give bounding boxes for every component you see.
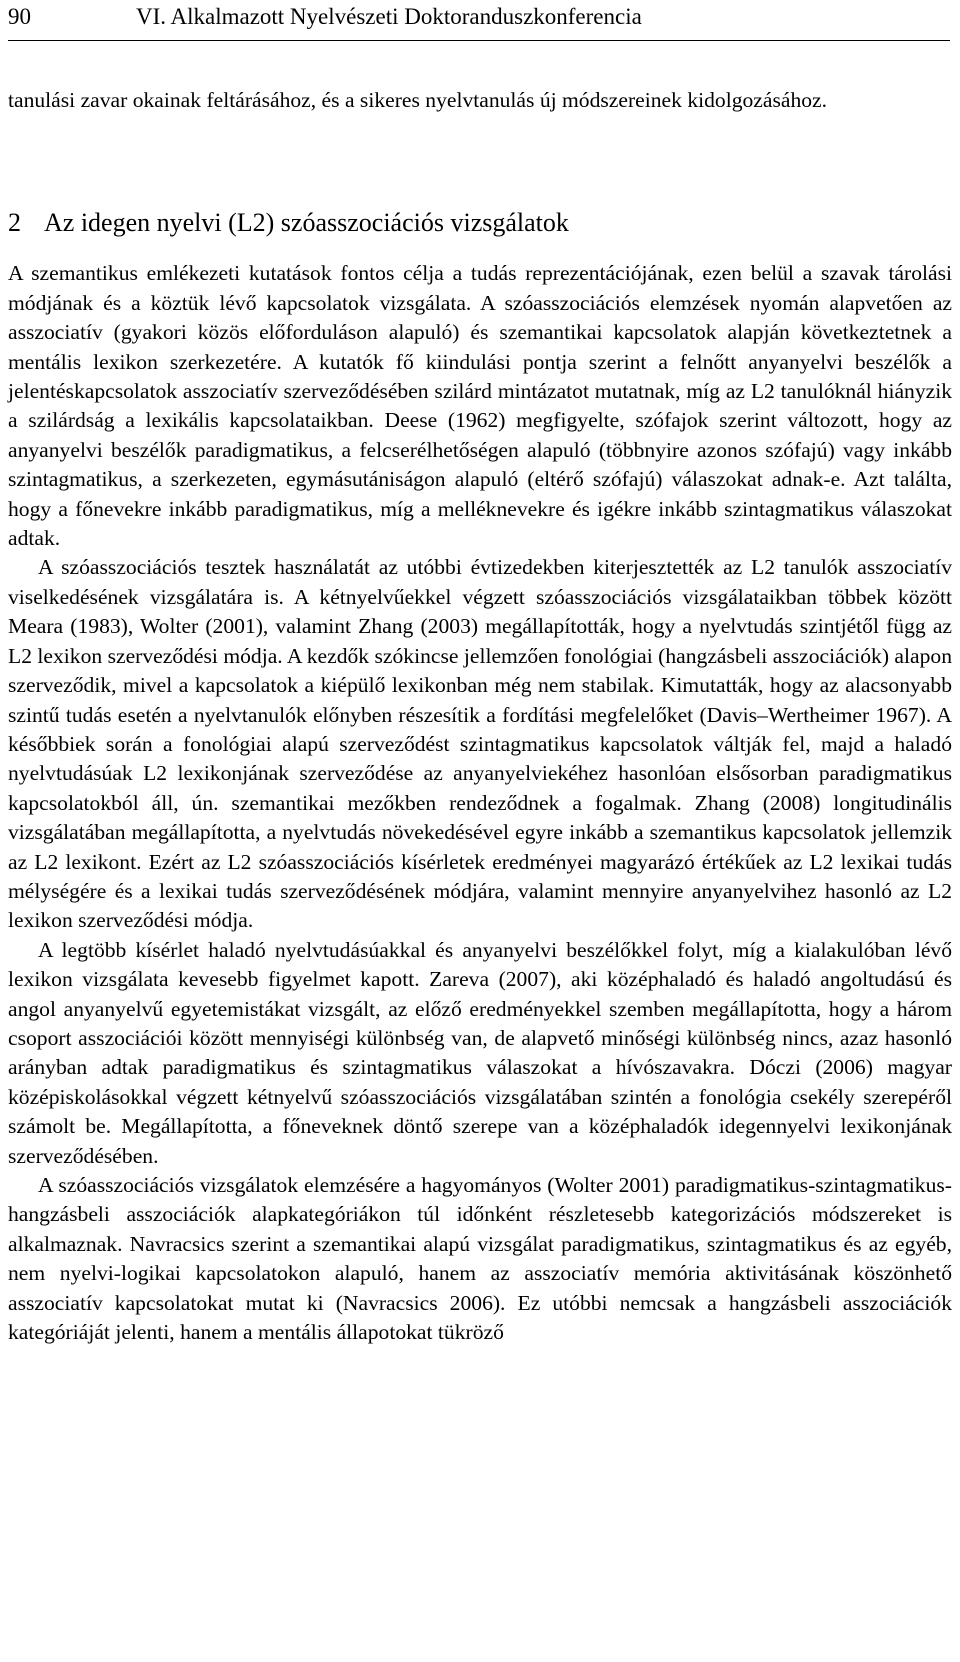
body-paragraph-2: A szóasszociációs tesztek használatát az utóbbi évtizedekben kiterjesztették az L2 tanulók asszociatív viselkedésének vizsgálatára is. A kétnyelvűekkel végzett szóasszociációs vizsgálataikban többek között Meara (1983), Wolter (2001), valamint Zhang (2003) megállapították, hogy a nyelvtudás szintjétől függ az L2 lexikon szerveződési módja. A kezdők szókincse jellemzően fonológiai (hangzásbeli asszociációk) alapon szerveződik, mivel a kapcsolatok a kiépülő lexikonban még nem stabilak. Kimutatták, hogy az alacsonyabb szintű tudás esetén a nyelvtanulók előnyben részesítik a fordítási megfelelőket (Davis–Wertheimer 1967). A későbbiek során a fonológiai alapú szerveződést szintagmatikus kapcsolatok váltják fel, majd a haladó nyelvtudásúak L2 lexikonjának szerveződése az anyanyelviekéhez hasonlóan elsősorban paradigmatikus kapcsolatokból áll, ún. szemantikai mezőkben rendeződnek a fogalmak. Zhang (2008) longitudinális vizsgálatában megállapította, a nyelvtudás növekedésével egyre inkább a szemantikus kapcsolatok jellemzik az L2 lexikont. Ezért az L2 szóasszociációs kísérletek eredményei magyarázó értékűek az L2 lexikai tudás mélységére és a lexikai tudás szerveződésének módjára, valamint mennyire anyanyelvihez hasonló az L2 lexikon szerveződési módja. <box>8 555 952 933</box>
section-heading <box>8 205 952 241</box>
section-title: Az idegen nyelvi (L2) szóasszociációs vizsgálatok <box>44 208 569 238</box>
page-content <box>8 86 952 1347</box>
intro-paragraph: tanulási zavar okainak feltárásához, és a sikeres nyelvtanulás új módszereinek kidolgozásához. <box>8 88 828 112</box>
body-paragraph-4: A szóasszociációs vizsgálatok elemzésére a hagyományos (Wolter 2001) paradigmatikus-szintagmatikus-hangzásbeli asszociációk alapkategóriákon túl időnként részletesebb kategorizációs módszereket is alkalmaznak. Navracsics szerint a szemantikai alapú vizsgálat paradigmatikus, szintagmatikus és az egyéb, nem nyelvi-logikai kapcsolatokon alapuló, hanem az asszociatív memória aktivitásának köszönhető asszociatív kapcsolatokat mutat ki (Navracsics 2006). Ez utóbbi nemcsak a hangzásbeli asszociációk kategóriáját jelenti, hanem a mentális állapotokat tükröző <box>8 1173 952 1345</box>
running-title: VI. Alkalmazott Nyelvészeti Doktoranduszkonferencia <box>136 4 642 29</box>
body-paragraph-3: A legtöbb kísérlet haladó nyelvtudásúakkal és anyanyelvi beszélőkkel folyt, míg a kialakulóban lévő lexikon vizsgálata kevesebb figyelmet kapott. Zareva (2007), aki középhaladó és haladó angoltudású és angol anyanyelvű egyetemistákat vizsgált, az előző eredményekkel szemben megállapította, hogy a három csoport asszociációi között mennyiségi különbség van, de alapvető minőségi különbség nincs, azaz hasonló arányban adtak paradigmatikus és szintagmatikus válaszokat a hívószavakra. Dóczi (2006) magyar középiskolásokkal végzett kétnyelvű szóasszociációs vizsgálatában szintén a fonológia csekély szerepéről számolt be. Megállapította, a főneveknek döntő szerepe van a középhaladók idegennyelvi lexikonjának szerveződésében. <box>8 937 952 1168</box>
section-body <box>8 259 952 1347</box>
page-number: 90 <box>8 4 31 29</box>
body-paragraph-1: A szemantikus emlékezeti kutatások fontos célja a tudás reprezentációjának, ezen belül a szavak tárolási módjának és a köztük lévő kapcsolatok vizsgálata. A szóasszociációs elemzések nyomán alapvetően az asszociatív (gyakori közös előforduláson alapuló) és szemantikai kapcsolatok alapján következtetnek a mentális lexikon szerkezetére. A kutatók fő kiindulási pontja szerint a felnőtt anyanyelvi beszélők a jelentéskapcsolatok asszociatív szerveződésében szilárd mintázatot mutatnak, míg az L2 tanulóknál hiányzik a szilárdság a lexikális kapcsolataikban. Deese (1962) megfigyelte, szófajok szerint változott, hogy az anyanyelvi beszélők paradigmatikus, a felcserélhetőségen alapuló (többnyire azonos szófajú) vagy inkább szintagmatikus, a szerkezeten, egymásutániságon alapuló (eltérő szófajú) válaszokat adnak-e. Azt találta, hogy a főnevekre inkább paradigmatikus, míg a melléknevekre és igékre inkább szintagmatikus válaszokat adtak. <box>8 261 952 551</box>
section-number: 2 <box>8 208 21 238</box>
page-header <box>8 0 950 41</box>
